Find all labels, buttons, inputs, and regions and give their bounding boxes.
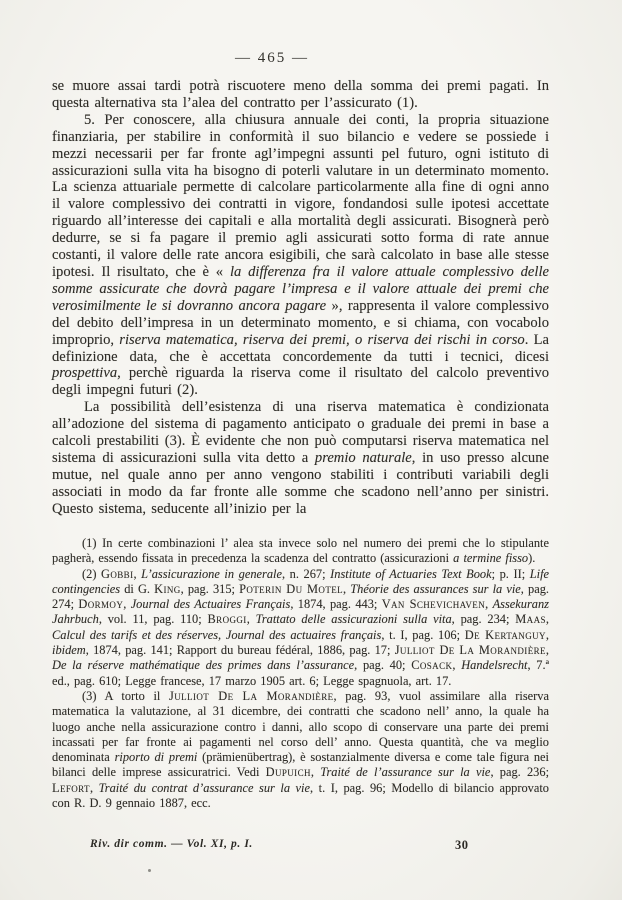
body-paragraph-riserva: La possibilità dell’esistenza di una riserva matematica è condizionata all’adozione del sistema di pagamento anticipato o graduale dei premi in base a calcoli prestabiliti (3). È evidente che non può computarsi riserva matematica nel sistema di assicurazioni sulla vita detto a premio naturale, in uso presso alcune mutue, nel quale anno per anno vengono stabiliti i contributi variabili degli associati in modo da far fronte alle somme che scadono nell’anno per sinistri. Questo sistema, seducente all’inizio per la <box>52 399 549 517</box>
page-footer <box>52 838 549 856</box>
journal-volume-label: Riv. dir comm. — Vol. XI, p. I. <box>90 838 253 850</box>
footnote-3: (3) A torto il Julliot De La Morandière, pag. 93, vuol assimilare alla riserva matematica la valutazione, al 31 dicembre, dei contratti che scadono nell’ anno, la quale ha luogo anche nella assicurazione contro i danni, allo scopo di conservare una parte dei premi incassati per far fronte ai pagamenti nel corso dell’ anno. Questa quantità, che va meglio denominata riporto di premi (prämienübertrag), è sostanzialmente diversa e come tale figura nei bilanci delle imprese assicuratrici. Vedi Dupuich, Traité de l’assurance sur la vie, pag. 236; Lefort, Traité du contrat d’assurance sur la vie, t. I, pag. 96; Modello di bilancio approvato con R. D. 9 gennaio 1887, ecc. <box>52 688 550 811</box>
footnotes-section <box>52 536 549 811</box>
body-text <box>52 78 549 518</box>
page-number-footer: 30 <box>455 838 469 852</box>
footnote-1: (1) In certe combinazioni l’ alea sta invece solo nel numero dei premi che lo stipulante pagherà, essendo fissata in precedenza la scadenza del contratto (assicurazioni a termine fisso). <box>52 536 549 566</box>
scan-speck <box>148 869 151 872</box>
page-number-header: — 465 — <box>235 50 309 66</box>
footnote-2: (2) Gobbi, L’assicurazione in generale, n. 267; Institute of Actuaries Text Book; p. II; Life contingencies di G. King, pag. 315; Poterin Du Motel, Théorie des assurances sur la vie, pag. 274; Dormoy, Journal des Actuaires Français, 1874, pag. 443; Van Schevichaven, Assekuranz Jahrbuch, vol. 11, pag. 110; Broggi, Trattato delle assicurazioni sulla vita, pag. 234; Maas, Calcul des tarifs et des réserves, Journal des actuaires français, t. I, pag. 106; De Kertanguy, ibidem, 1874, pag. 141; Rapport du bureau fédéral, 1886, pag. 17; Julliot De La Morandière, De la réserve mathématique des primes dans l’assurance, pag. 40; Cosack, Handelsrecht, 7.ª ed., pag. 610; Legge francese, 17 marzo 1905 art. 6; Legge spagnuola, art. 17. <box>52 566 550 688</box>
body-paragraph-section-5: 5. Per conoscere, alla chiusura annuale dei conti, la propria situazione finanziaria, per stabilire in conformità il suo bilancio e vedere se possiede i mezzi necessarii per far fronte agl’impegni assunti pel futuro, ogni istituto di assicurazioni sulla vita ha bisogno di poterli valutare in un determinato momento. La scienza attuariale permette di calcolare particolarmente alla fine di ogni anno il valore complessivo dei contratti in vigore, fondandosi sulle ipotesi accettate riguardo all’interesse dei capitali e alla mortalità degli assicurati. Bisognerà però dedurre, se si fa pagare il premio agli assicurati sotto forma di rate annue costanti, il valore delle rate ancora esigibili, che sarà calcolato in base alle stesse ipotesi. Il risultato, che è « la differenza fra il valore attuale complessivo delle somme assicurate che dovrà pagare l’impresa e il valore attuale dei premi che verosimilmente le si dovranno ancora pagare », rappresenta il valore complessivo del debito dell’impresa in un determinato momento, e si chiama, con vocabolo improprio, riserva matematica, riserva dei premi, o riserva dei rischi in corso. La definizione data, che è accettata concordemente da tutti i tecnici, dicesi prospettiva, perchè riguarda la riserva come il risultato del calcolo preventivo degli impegni futuri (2). <box>52 111 550 399</box>
body-paragraph-continuation: se muore assai tardi potrà riscuotere meno della somma dei premi pagati. In questa alternativa sta l’alea del contratto per l’assicurato (1). <box>52 78 549 111</box>
